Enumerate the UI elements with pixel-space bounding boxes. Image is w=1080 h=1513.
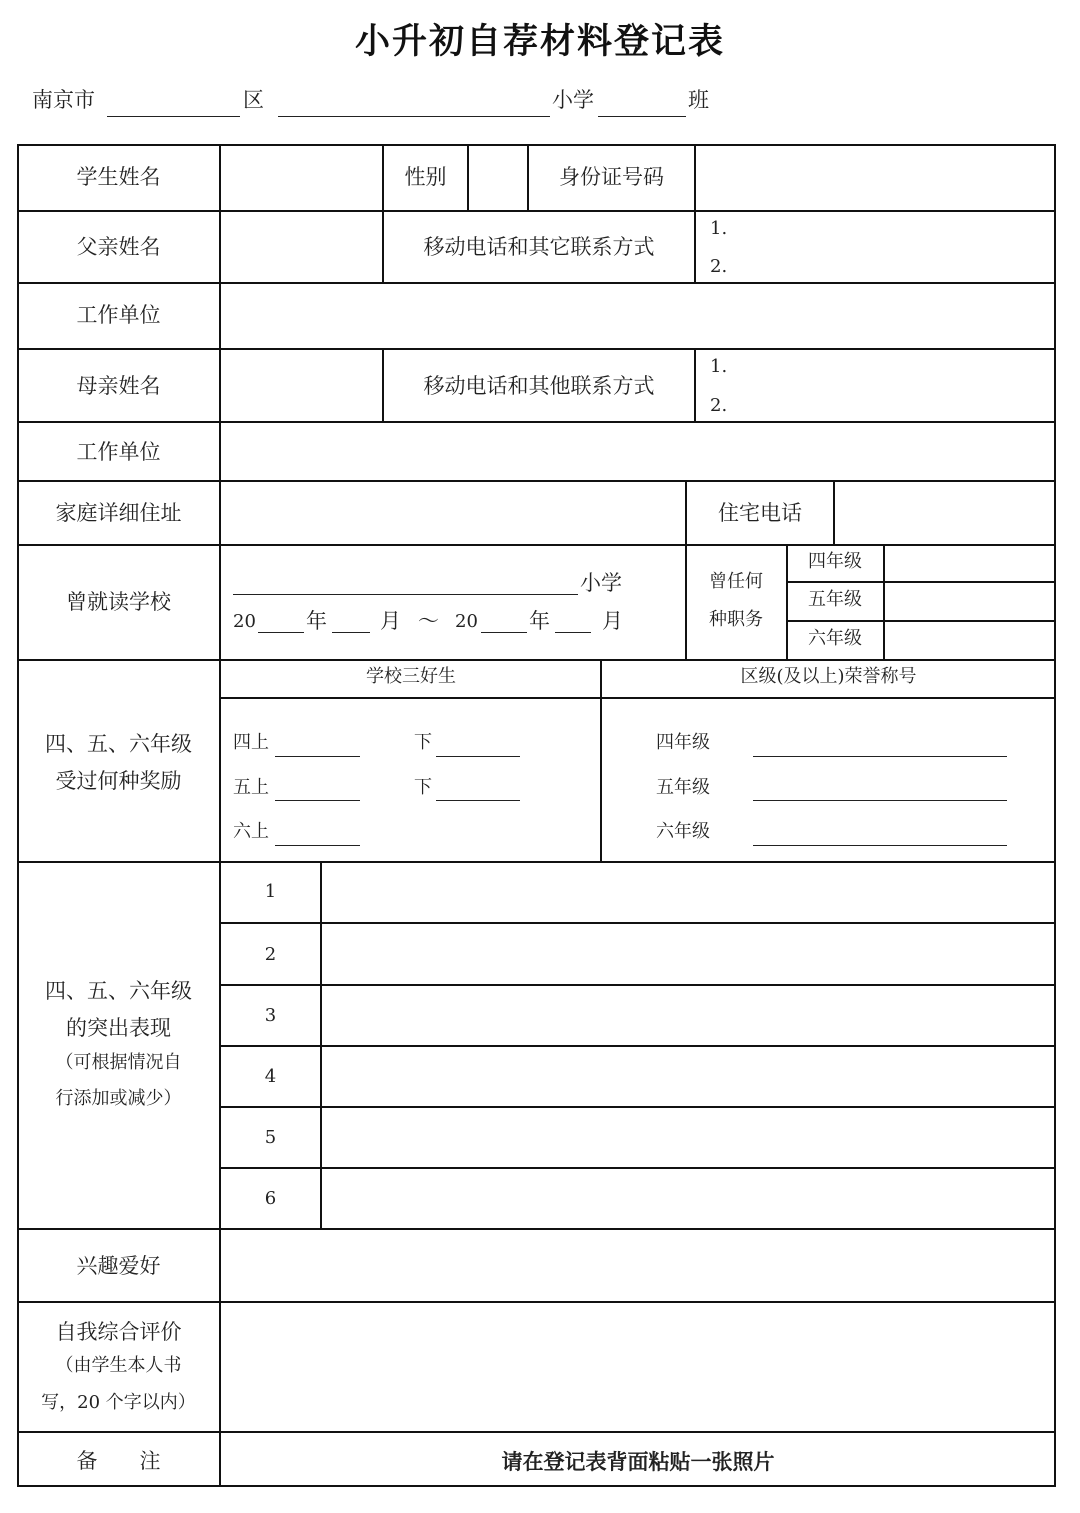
prev-school-label: 曾就读学校 xyxy=(66,590,171,614)
term-g4-down-label: 下 xyxy=(414,732,432,753)
self-eval-note-line2: 写，20 个字以内） xyxy=(41,1392,196,1413)
honor-grade-6-label: 六年级 xyxy=(656,821,710,842)
photo-instruction: 请在登记表背面粘贴一张照片 xyxy=(501,1449,775,1474)
performance-number: 2 xyxy=(264,944,277,965)
self-eval-label: 自我综合评价 xyxy=(55,1320,182,1344)
performance-number: 3 xyxy=(264,1005,277,1026)
class-label: 班 xyxy=(688,88,709,112)
district-label: 区 xyxy=(243,88,264,112)
grid-line xyxy=(17,1485,1056,1487)
father-work-unit-field[interactable] xyxy=(221,284,1053,347)
performance-field-1[interactable] xyxy=(322,863,1053,921)
grid-line xyxy=(382,144,384,282)
performance-number: 5 xyxy=(264,1127,277,1148)
self-eval-field[interactable] xyxy=(221,1303,1053,1430)
performance-number: 1 xyxy=(264,881,277,902)
honor-grade-4-blank[interactable] xyxy=(753,756,1007,757)
term-g4-up-blank[interactable] xyxy=(275,756,360,757)
father-contact-label: 移动电话和其它联系方式 xyxy=(423,235,655,259)
honor-grade-5-blank[interactable] xyxy=(753,800,1007,801)
term-g4-up-label: 四上 xyxy=(233,732,269,753)
position-grade-4-field[interactable] xyxy=(885,546,1053,580)
id-number-label: 身份证号码 xyxy=(559,165,664,189)
form-title: 小升初自荐材料登记表 xyxy=(354,22,725,62)
term-g5-up-blank[interactable] xyxy=(275,800,360,801)
performance-note-line1: （可根据情况自 xyxy=(55,1052,182,1073)
grid-line xyxy=(220,697,1056,699)
mother-contact-label: 移动电话和其他联系方式 xyxy=(423,374,655,398)
father-name-field[interactable] xyxy=(221,212,381,281)
position-grade-5-field[interactable] xyxy=(885,583,1053,619)
district-name-blank[interactable] xyxy=(107,116,240,117)
position-grade-5-label: 五年级 xyxy=(808,589,862,610)
mother-name-field[interactable] xyxy=(221,350,381,420)
start-year-blank[interactable] xyxy=(258,632,304,633)
term-g5-down-blank[interactable] xyxy=(436,800,520,801)
mother-work-unit-field[interactable] xyxy=(221,423,1053,479)
honor-grade-6-blank[interactable] xyxy=(753,845,1007,846)
self-eval-note-line1: （由学生本人书 xyxy=(55,1355,182,1376)
school-merit-header: 学校三好生 xyxy=(366,666,456,687)
performance-field-4[interactable] xyxy=(322,1047,1053,1105)
honor-grade-4-label: 四年级 xyxy=(656,732,710,753)
performance-note-line2: 行添加或减少） xyxy=(55,1088,182,1109)
end-year-label: 年 xyxy=(529,609,550,633)
performance-label-line1: 四、五、六年级 xyxy=(45,979,192,1003)
student-name-field[interactable] xyxy=(221,146,381,209)
awards-label-line1: 四、五、六年级 xyxy=(45,732,192,756)
performance-field-2[interactable] xyxy=(322,924,1053,983)
grid-line xyxy=(600,659,602,861)
start-month-blank[interactable] xyxy=(332,632,370,633)
end-month-blank[interactable] xyxy=(555,632,591,633)
grid-line xyxy=(17,348,1056,350)
position-grade-4-label: 四年级 xyxy=(808,551,862,572)
id-number-field[interactable] xyxy=(696,146,1053,209)
address-label: 家庭详细住址 xyxy=(55,501,182,525)
date-range-tilde: ～ xyxy=(418,609,439,633)
district-honor-header: 区级(及以上)荣誉称号 xyxy=(740,666,917,687)
school-name-blank[interactable] xyxy=(278,116,550,117)
performance-label-line2: 的突出表现 xyxy=(66,1016,171,1040)
honor-grade-5-label: 五年级 xyxy=(656,777,710,798)
student-name-label: 学生姓名 xyxy=(76,165,161,189)
mother-contact-number-2: 2. xyxy=(710,395,728,416)
father-contact-number-2: 2. xyxy=(710,256,728,277)
mother-name-label: 母亲姓名 xyxy=(76,374,161,398)
start-century: 20 xyxy=(233,611,256,632)
gender-label: 性别 xyxy=(404,165,447,189)
home-phone-label: 住宅电话 xyxy=(718,501,802,525)
position-grade-6-label: 六年级 xyxy=(808,628,862,649)
end-century: 20 xyxy=(455,611,478,632)
performance-field-5[interactable] xyxy=(322,1108,1053,1166)
term-g6-up-blank[interactable] xyxy=(275,845,360,846)
class-number-blank[interactable] xyxy=(598,116,686,117)
prev-school-suffix: 小学 xyxy=(580,571,622,595)
grid-line xyxy=(1054,144,1056,1487)
remarks-label: 备 注 xyxy=(76,1449,161,1473)
term-g5-up-label: 五上 xyxy=(233,777,269,798)
grid-line xyxy=(17,1431,1056,1433)
school-label: 小学 xyxy=(552,88,594,112)
end-year-blank[interactable] xyxy=(481,632,527,633)
performance-number: 4 xyxy=(264,1066,277,1087)
performance-number: 6 xyxy=(264,1188,277,1209)
positions-label-line1: 曾任何 xyxy=(709,571,763,592)
interests-field[interactable] xyxy=(221,1230,1053,1300)
home-phone-field[interactable] xyxy=(835,482,1053,543)
start-year-label: 年 xyxy=(306,609,327,633)
performance-field-6[interactable] xyxy=(322,1169,1053,1227)
city-label: 南京市 xyxy=(32,88,95,112)
term-g5-down-label: 下 xyxy=(414,777,432,798)
mother-work-unit-label: 工作单位 xyxy=(76,440,161,464)
grid-line xyxy=(17,659,1056,661)
father-work-unit-label: 工作单位 xyxy=(76,303,161,327)
prev-school-name-blank[interactable] xyxy=(233,594,578,595)
grid-line xyxy=(17,210,1056,212)
grid-line xyxy=(17,144,19,1487)
interests-label: 兴趣爱好 xyxy=(76,1254,161,1278)
start-month-label: 月 xyxy=(380,609,401,633)
mother-contact-number-1: 1. xyxy=(710,356,728,377)
performance-field-3[interactable] xyxy=(322,986,1053,1044)
awards-label-line2: 受过何种奖励 xyxy=(55,769,182,793)
position-grade-6-field[interactable] xyxy=(885,622,1053,658)
father-name-label: 父亲姓名 xyxy=(76,235,161,259)
end-month-label: 月 xyxy=(602,609,623,633)
father-contact-number-1: 1. xyxy=(710,218,728,239)
gender-field[interactable] xyxy=(469,146,526,209)
address-field[interactable] xyxy=(221,482,684,543)
positions-label-line2: 种职务 xyxy=(709,609,763,630)
term-g6-up-label: 六上 xyxy=(233,821,269,842)
term-g4-down-blank[interactable] xyxy=(436,756,520,757)
